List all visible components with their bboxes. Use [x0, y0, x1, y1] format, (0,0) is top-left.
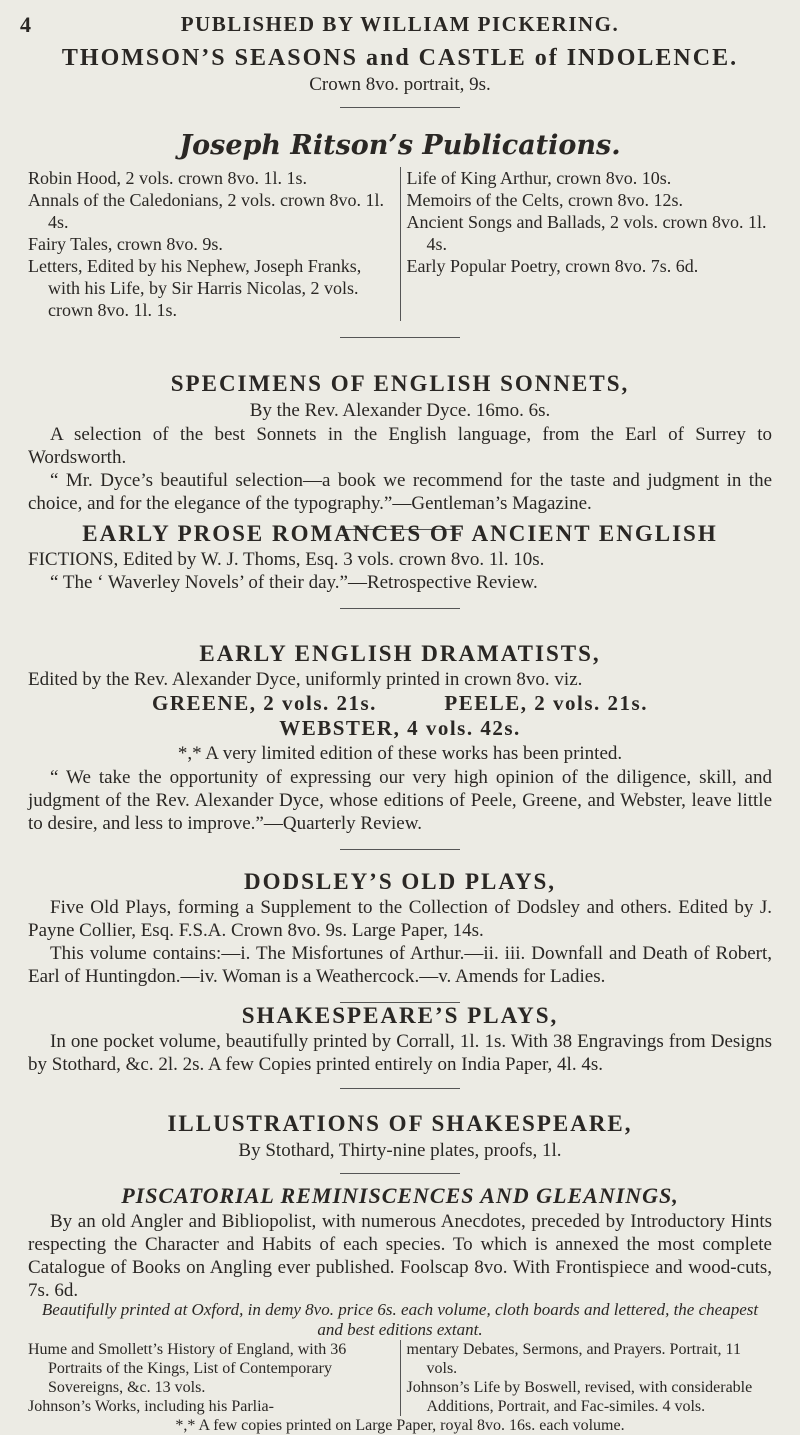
ritson-left-column	[28, 167, 401, 321]
oxford-intro: Beautifully printed at Oxford, in demy 8vo. price 6s. each volume, cloth boards and lettered, the cheapest and best editions extant.	[41, 1300, 759, 1339]
dodsley-p1: Five Old Plays, forming a Supplement to the Collection of Dodsley and others. Edited by J. Payne Collier, Esq. F.S.A. Crown 8vo. 9s. Large Paper, 14s.	[28, 897, 772, 941]
romances-section	[28, 520, 772, 609]
list-item: Robin Hood, 2 vols. crown 8vo. 1l. 1s.	[28, 168, 307, 188]
shakespeare-plays-section	[28, 1002, 772, 1089]
shakespeare-plays-p1: In one pocket volume, beautifully printed by Corrall, 1l. 1s. With 38 Engravings from Designs by Stothard, &c. 2l. 2s. A few Copies printed entirely on India Paper, 4l. 4s.	[28, 1031, 772, 1075]
dramatists-title: EARLY ENGLISH DRAMATISTS,	[199, 641, 601, 666]
running-title: PUBLISHED BY WILLIAM PICKERING.	[180, 12, 620, 36]
divider	[340, 608, 460, 609]
sonnets-desc: A selection of the best Sonnets in the English language, from the Earl of Surrey to Wordsworth.	[28, 424, 772, 468]
dramatists-works-1: GREENE, 2 vols. 21s. PEELE, 2 vols. 21s.	[152, 691, 648, 715]
list-item: Johnson’s Life by Boswell, revised, with considerable Additions, Portrait, and Fac-similes. 4 vols.	[406, 1379, 753, 1415]
piscatorial-section	[28, 1182, 772, 1302]
divider	[340, 337, 460, 338]
sonnets-byline: By the Rev. Alexander Dyce. 16mo. 6s.	[249, 400, 551, 421]
illustrations-section	[28, 1110, 772, 1174]
list-item: Johnson’s Works, including his Parlia-	[28, 1398, 274, 1415]
thomson-section	[28, 44, 772, 108]
piscatorial-p1: By an old Angler and Bibliopolist, with numerous Anecdotes, preceded by Introductory Hints respecting the Character and Habits of each species. To which is annexed the most complete Catalogue of Books on Angling ever published. Foolscap 8vo. With Frontispiece and wood-cuts, 7s. 6d.	[28, 1211, 772, 1301]
list-item: mentary Debates, Sermons, and Prayers. Portrait, 11 vols.	[406, 1341, 741, 1377]
divider	[340, 1088, 460, 1089]
list-item: Life of King Arthur, crown 8vo. 10s.	[406, 168, 672, 188]
page-number: 4	[20, 12, 31, 37]
oxford-note: *,* A few copies printed on Large Paper, royal 8vo. 16s. each volume.	[175, 1417, 625, 1434]
list-item: Memoirs of the Celts, crown 8vo. 12s.	[406, 190, 683, 210]
ritson-title: Joseph Ritson’s Publications.	[179, 130, 621, 161]
ritson-columns	[28, 167, 772, 321]
list-item: Early Popular Poetry, crown 8vo. 7s. 6d.	[406, 256, 699, 276]
piscatorial-title: PISCATORIAL REMINISCENCES AND GLEANINGS,	[121, 1183, 679, 1208]
oxford-columns	[28, 1340, 772, 1416]
dramatists-section	[28, 640, 772, 850]
illustrations-line: By Stothard, Thirty-nine plates, proofs, 1l.	[238, 1140, 562, 1161]
list-item: Hume and Smollett’s History of England, with 36 Portraits of the Kings, List of Contemporary Sovereigns, &c. 13 vols.	[28, 1341, 347, 1396]
dramatists-works-2: WEBSTER, 4 vols. 42s.	[279, 716, 521, 740]
oxford-left-column	[28, 1340, 401, 1416]
ritson-section	[28, 130, 772, 338]
shakespeare-plays-title: SHAKESPEARE’S PLAYS,	[241, 1003, 559, 1028]
romances-title: EARLY PROSE ROMANCES OF ANCIENT ENGLISH	[82, 521, 718, 546]
dramatists-note: *,* A very limited edition of these works has been printed.	[177, 743, 623, 764]
sonnets-title: SPECIMENS OF ENGLISH SONNETS,	[170, 371, 630, 396]
list-item: Ancient Songs and Ballads, 2 vols. crown 8vo. 1l. 4s.	[406, 212, 767, 254]
running-head	[0, 2, 800, 38]
list-item: Annals of the Caledonians, 2 vols. crown 8vo. 1l. 4s.	[28, 190, 384, 232]
list-item: Fairy Tales, crown 8vo. 9s.	[28, 234, 223, 254]
sonnets-quote: “ Mr. Dyce’s beautiful selection—a book we recommend for the taste and judgment in the choice, and for the elegance of the typography.”—Gentleman’s Magazine.	[28, 470, 772, 514]
divider	[340, 849, 460, 850]
divider	[340, 107, 460, 108]
thomson-line: Crown 8vo. portrait, 9s.	[309, 74, 491, 95]
ritson-right-column	[401, 167, 773, 321]
dodsley-title: DODSLEY’S OLD PLAYS,	[243, 869, 557, 894]
dramatists-line: Edited by the Rev. Alexander Dyce, uniformly printed in crown 8vo. viz.	[28, 669, 583, 690]
oxford-section	[28, 1300, 772, 1434]
oxford-right-column	[401, 1340, 773, 1416]
dramatists-quote: “ We take the opportunity of expressing our very high opinion of the diligence, skill, and judgment of the Rev. Alexander Dyce, whose editions of Peele, Greene, and Webster, leave little to desire, and less to improve.”—Quarterly Review.	[28, 767, 772, 834]
divider	[340, 1173, 460, 1174]
romances-quote: “ The ‘ Waverley Novels’ of their day.”—Retrospective Review.	[50, 572, 538, 593]
romances-line: FICTIONS, Edited by W. J. Thoms, Esq. 3 vols. crown 8vo. 1l. 10s.	[28, 549, 545, 570]
thomson-title: THOMSON’S SEASONS and CASTLE of INDOLENCE.	[61, 45, 739, 71]
sonnets-section	[28, 370, 772, 530]
list-item: Letters, Edited by his Nephew, Joseph Franks, with his Life, by Sir Harris Nicolas, 2 vols. crown 8vo. 1l. 1s.	[28, 256, 362, 320]
illustrations-title: ILLUSTRATIONS OF SHAKESPEARE,	[167, 1111, 633, 1136]
dodsley-section	[28, 868, 772, 1003]
dodsley-p2: This volume contains:—i. The Misfortunes of Arthur.—ii. iii. Downfall and Death of Robert, Earl of Huntingdon.—iv. Woman is a Weathercock.—v. Amends for Ladies.	[28, 943, 772, 987]
